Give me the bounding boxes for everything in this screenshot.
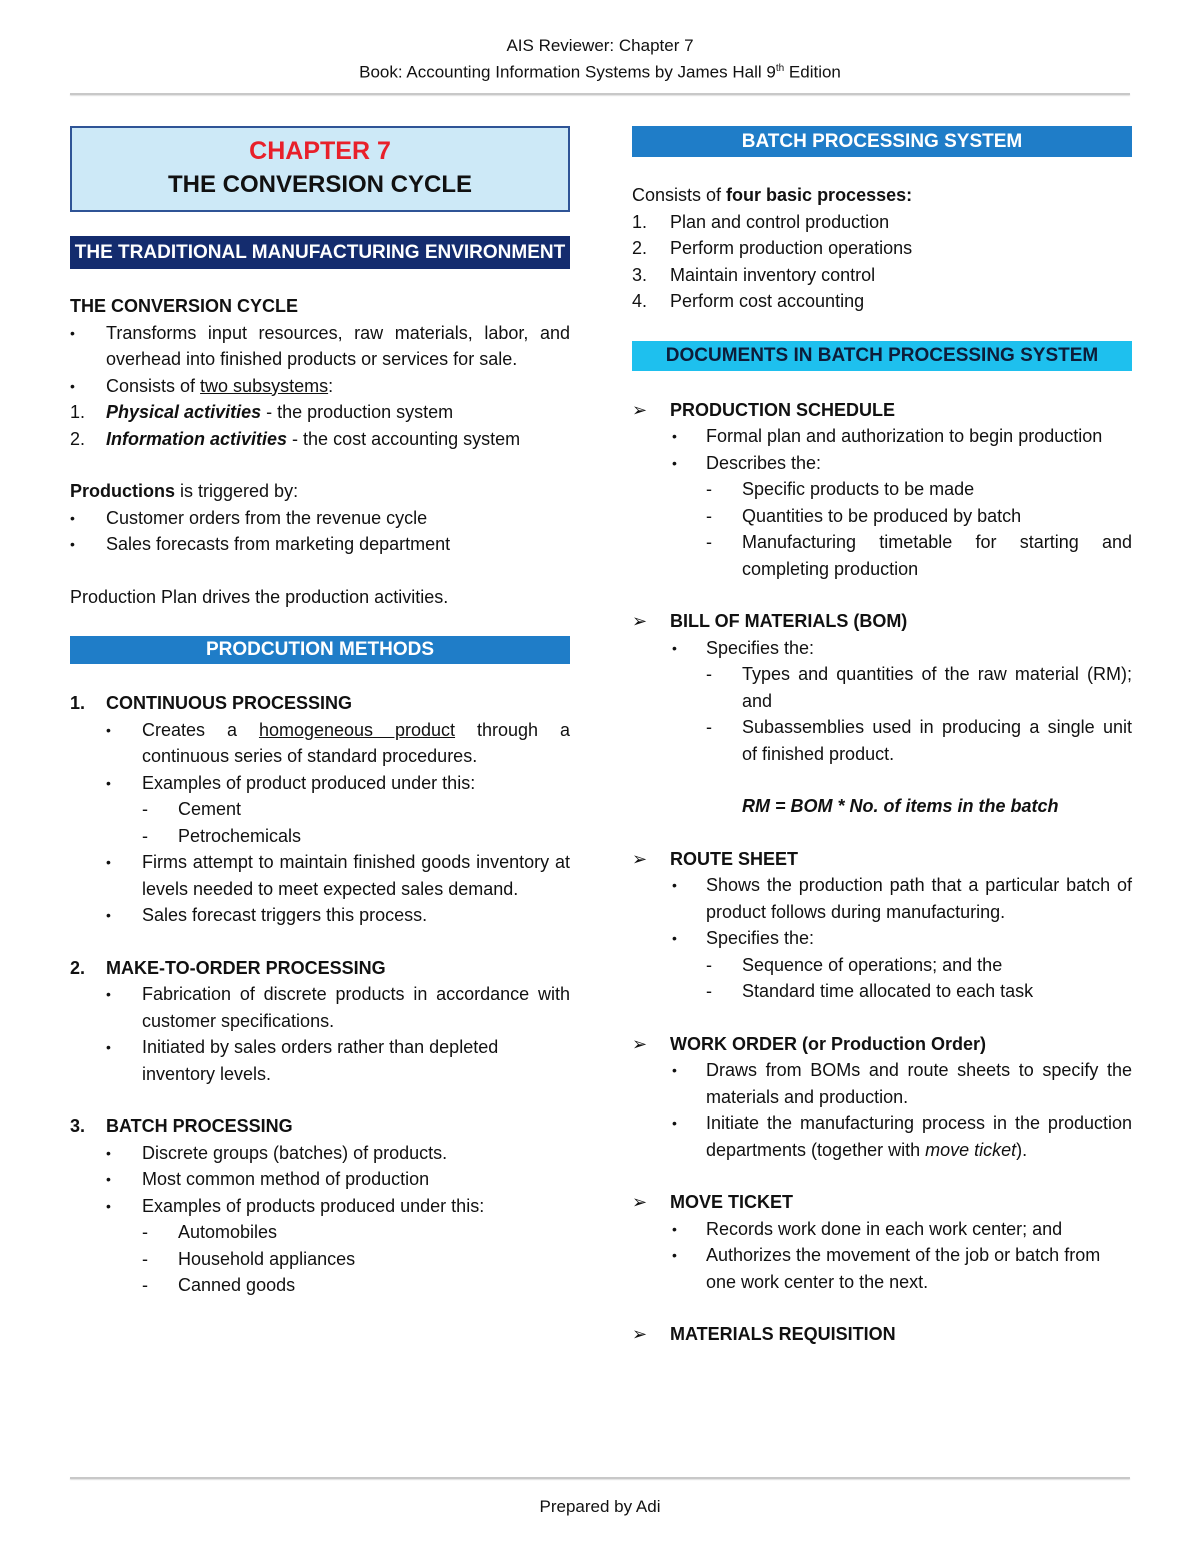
list-item: • Most common method of production [106, 1169, 430, 1189]
header-title: AIS Reviewer: Chapter 7 [506, 36, 694, 55]
document-heading: ➢ BILL OF MATERIALS (BOM) [632, 611, 908, 631]
section-header-batch: BATCH PROCESSING SYSTEM [632, 126, 1132, 157]
list-item: - Sequence of operations; and the [706, 954, 1003, 975]
bom-formula: RM = BOM * No. of items in the batch [742, 796, 1059, 816]
method-heading: 3. BATCH PROCESSING [70, 1116, 293, 1136]
list-item: • Authorizes the movement of the job or batch from one work center to the next. [672, 1245, 1101, 1292]
list-item: • Fabrication of discrete products in accordance with customer specifications. [106, 984, 570, 1031]
list-item: - Types and quantities of the raw material (RM); and [706, 664, 1132, 711]
section-header-documents: DOCUMENTS IN BATCH PROCESSING SYSTEM [632, 341, 1132, 371]
list-item: • Firms attempt to maintain finished goods inventory at levels needed to meet expected sales demand. [106, 852, 570, 899]
chapter-title: THE CONVERSION CYCLE [167, 171, 473, 198]
document-heading: ➢ ROUTE SHEET [632, 848, 799, 869]
chapter-title-box [70, 126, 570, 212]
document-heading: ➢ PRODUCTION SCHEDULE [632, 399, 896, 420]
list-item: - Petrochemicals [142, 825, 302, 846]
production-plan-text: Production Plan drives the production activities. [70, 586, 449, 607]
list-item: • Specifies the: [672, 928, 815, 948]
footer-divider [70, 1477, 1130, 1479]
method-heading: 1. CONTINUOUS PROCESSING [70, 693, 353, 713]
document-heading: ➢ MOVE TICKET [632, 1192, 794, 1212]
header-book: Book: Accounting Information Systems by James Hall 9th Edition [359, 62, 841, 82]
list-item: • Records work done in each work center; and [672, 1218, 1063, 1239]
production-trigger: Productions is triggered by: [70, 481, 299, 501]
conversion-cycle-heading: THE CONVERSION CYCLE [70, 296, 299, 316]
page-header [0, 34, 1200, 84]
list-item: • Initiate the manufacturing process in the production departments (together with move ticket). [672, 1113, 1132, 1160]
list-item: - Subassemblies used in producing a single unit of finished product. [706, 717, 1132, 764]
list-item: - Specific products to be made [706, 479, 975, 499]
list-item: • Draws from BOMs and route sheets to specify the materials and production. [672, 1060, 1132, 1107]
list-item: 3. Maintain inventory control [632, 264, 876, 285]
list-item: • Sales forecasts from marketing department [70, 534, 451, 554]
list-item: • Creates a homogeneous product through a continuous series of standard procedures. [106, 719, 571, 766]
list-item: • Consists of two subsystems: [70, 375, 334, 396]
list-item: 4. Perform cost accounting [632, 291, 865, 311]
list-item: • Customer orders from the revenue cycle [70, 507, 428, 528]
list-item: - Canned goods [142, 1275, 296, 1295]
list-item: • Shows the production path that a particular batch of product follows during manufacturing. [672, 875, 1132, 922]
list-item: - Household appliances [142, 1248, 356, 1269]
chapter-number: CHAPTER 7 [249, 137, 391, 165]
list-item: • Transforms input resources, raw materials, labor, and overhead into finished products or services for sale. [70, 322, 570, 369]
list-item: - Standard time allocated to each task [706, 981, 1034, 1001]
list-item: • Examples of product produced under this: [106, 772, 476, 793]
list-item: - Manufacturing timetable for starting and completing production [706, 532, 1132, 579]
list-item: • Discrete groups (batches) of products. [106, 1142, 448, 1163]
list-item: - Cement [142, 799, 242, 819]
list-item: • Sales forecast triggers this process. [106, 905, 428, 925]
section-header-methods: PRODCUTION METHODS [70, 636, 570, 664]
list-item: 2. Information activities - the cost accounting system [70, 428, 521, 449]
list-item: 2. Perform production operations [632, 238, 913, 258]
right-column [632, 126, 1132, 1348]
list-item: 1. Plan and control production [632, 211, 890, 232]
list-item: • Describes the: [672, 452, 822, 473]
list-item: • Examples of products produced under this: [106, 1195, 485, 1216]
document-heading: ➢ MATERIALS REQUISITION [632, 1324, 896, 1344]
left-column [70, 126, 570, 1299]
list-item: • Initiated by sales orders rather than depleted inventory levels. [106, 1037, 499, 1084]
page-footer: Prepared by Adi [539, 1497, 661, 1516]
document-heading: ➢ WORK ORDER (or Production Order) [632, 1033, 986, 1054]
batch-intro: Consists of four basic processes: [632, 185, 913, 205]
list-item: 1. Physical activities - the production system [70, 402, 454, 422]
list-item: • Specifies the: [672, 637, 815, 658]
section-header-traditional: THE TRADITIONAL MANUFACTURING ENVIRONMENT [70, 236, 570, 269]
list-item: - Quantities to be produced by batch [706, 505, 1022, 526]
method-heading: 2. MAKE-TO-ORDER PROCESSING [70, 957, 386, 978]
list-item: • Formal plan and authorization to begin production [672, 426, 1103, 446]
header-divider [70, 93, 1130, 95]
list-item: - Automobiles [142, 1222, 278, 1242]
